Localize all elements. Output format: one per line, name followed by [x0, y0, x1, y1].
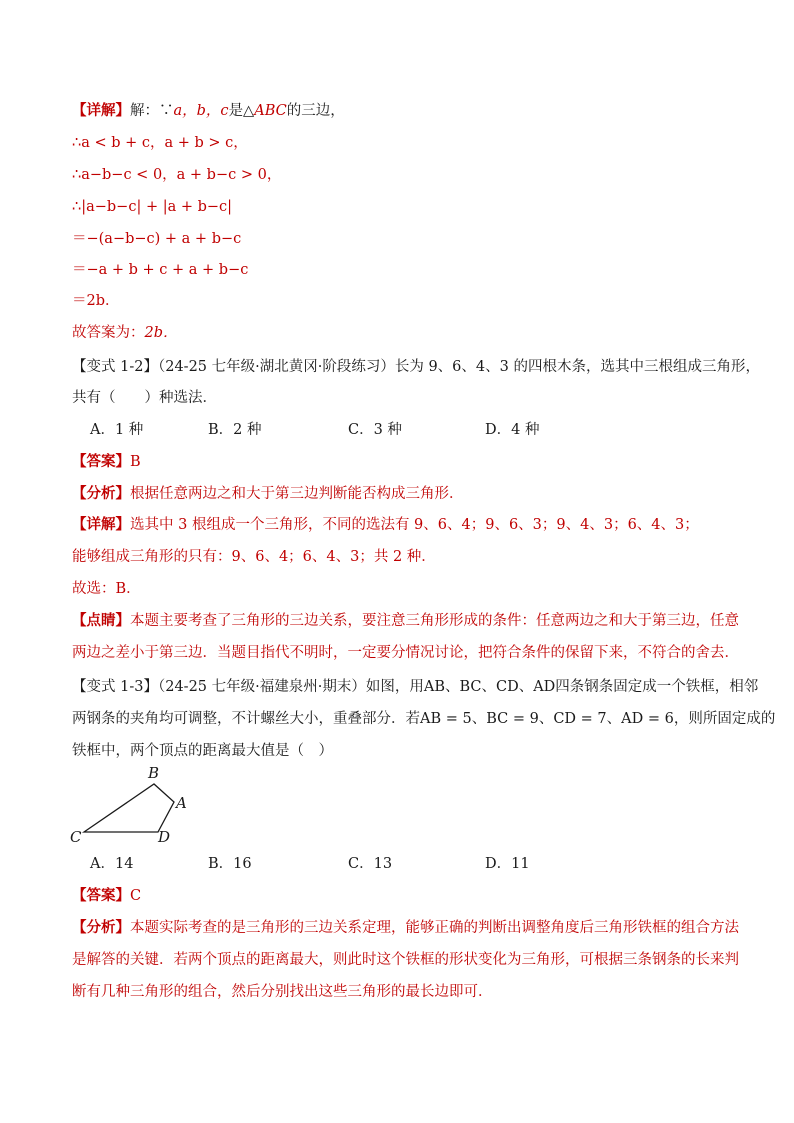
- vertex-label-b: B: [148, 764, 160, 782]
- answer-prefix: 故答案为：: [72, 325, 145, 341]
- step-2: ∴a−b−c < 0，a + b−c > 0，: [72, 167, 282, 183]
- vertex-label-c: C: [70, 828, 82, 846]
- answer-value: C: [130, 888, 142, 904]
- comment-line-1-2: [72, 611, 739, 631]
- variant-1-2-question: [72, 357, 760, 377]
- analysis-text: 本题实际考查的是三角形的三边关系定理，能够正确的判断出调整角度后三角形铁框的组合方法: [130, 920, 739, 936]
- option-a: A．1 种: [90, 422, 144, 438]
- vertex-label-a: A: [176, 794, 187, 812]
- answer-tag: 【答案】: [72, 887, 130, 904]
- detail-line: [72, 101, 732, 121]
- analysis-tag: 【分析】: [72, 919, 130, 936]
- option-d: D．11: [485, 856, 530, 872]
- variant-1-2-text: （24-25 七年级·湖北黄冈·阶段练习）长为 9、6、4、3 的四根木条，选其中三根组成三角形，: [157, 359, 760, 375]
- vertex-label-d: D: [158, 828, 171, 846]
- detail-vars: a，b，c: [173, 103, 229, 119]
- analysis-text: 根据任意两边之和大于第三边判断能否构成三角形．: [130, 486, 464, 502]
- step-5: ＝−a + b + c + a + b−c: [72, 262, 249, 278]
- step-6: ＝2b．: [72, 293, 120, 309]
- answer-line: [72, 323, 732, 343]
- variant-1-3-question-line2: 两钢条的夹角均可调整，不计螺丝大小，重叠部分．若AB = 5、BC = 9、CD = 7、AD = 6，则所固定成的: [72, 711, 776, 727]
- step-4: ＝−(a−b−c) + a + b−c: [72, 231, 242, 247]
- comment-text: 本题主要考查了三角形的三边关系，要注意三角形形成的条件：任意两边之和大于第三边，任意: [130, 613, 739, 629]
- choose-line-1-2: 故选：B．: [72, 581, 141, 597]
- detail-mid: 是△: [228, 103, 255, 119]
- variant-1-2-tag: 【变式 1-2】: [72, 359, 158, 375]
- variant-1-3-tag: 【变式 1-3】: [72, 679, 158, 695]
- answer-line-1-2: [72, 452, 732, 472]
- detail-line-1-2-cont: 能够组成三角形的只有：9、6、4；6、4、3；共 2 种．: [72, 549, 436, 565]
- detail-tag: 【详解】: [72, 516, 130, 533]
- detail-end: 的三边，: [286, 103, 345, 119]
- detail-line-1-2: [72, 515, 732, 535]
- analysis-line-1-3-cont: 是解答的关键．若两个顶点的距离最大，则此时这个铁框的形状变化为三角形，可根据三条钢条的长来判: [72, 952, 739, 968]
- detail-intro: 解：∵: [130, 103, 174, 119]
- answer-value: 2b．: [144, 325, 178, 341]
- variant-1-3-question: [72, 677, 759, 697]
- option-b: B．16: [208, 856, 252, 872]
- detail-tri: ABC: [254, 103, 287, 119]
- option-c: C．13: [348, 856, 393, 872]
- option-c: C．3 种: [348, 422, 402, 438]
- variant-1-3-text: （24-25 七年级·福建泉州·期末）如图，用AB、BC、CD、AD四条钢条固定成一个铁框，相邻: [157, 679, 759, 695]
- analysis-line-1-2: [72, 484, 732, 504]
- option-b: B．2 种: [208, 422, 262, 438]
- comment-tag: 【点睛】: [72, 612, 130, 629]
- answer-tag: 【答案】: [72, 453, 130, 470]
- analysis-tag: 【分析】: [72, 485, 130, 502]
- step-3: ∴|a−b−c| + |a + b−c|: [72, 199, 233, 215]
- quadrilateral-figure: [66, 762, 206, 847]
- analysis-line-1-3: [72, 918, 739, 938]
- quadrilateral-shape: [84, 784, 174, 832]
- variant-1-3-question-line3: 铁框中，两个顶点的距离最大值是（ ）: [72, 743, 333, 759]
- option-d: D．4 种: [485, 422, 540, 438]
- comment-line-1-2-cont: 两边之差小于第三边．当题目指代不明时，一定要分情况讨论，把符合条件的保留下来，不符合的舍去．: [72, 645, 739, 661]
- option-a: A．14: [90, 856, 134, 872]
- answer-line-1-3: [72, 886, 732, 906]
- detail-text: 选其中 3 根组成一个三角形，不同的选法有 9、6、4；9、6、3；9、4、3；6、4、3；: [130, 517, 699, 533]
- answer-value: B: [130, 454, 141, 470]
- analysis-line-1-3-cont2: 断有几种三角形的组合，然后分别找出这些三角形的最长边即可．: [72, 984, 493, 1000]
- variant-1-2-question-line2: 共有（ ）种选法．: [72, 390, 217, 406]
- step-1: ∴a < b + c，a + b > c，: [72, 135, 248, 151]
- detail-tag: 【详解】: [72, 102, 130, 119]
